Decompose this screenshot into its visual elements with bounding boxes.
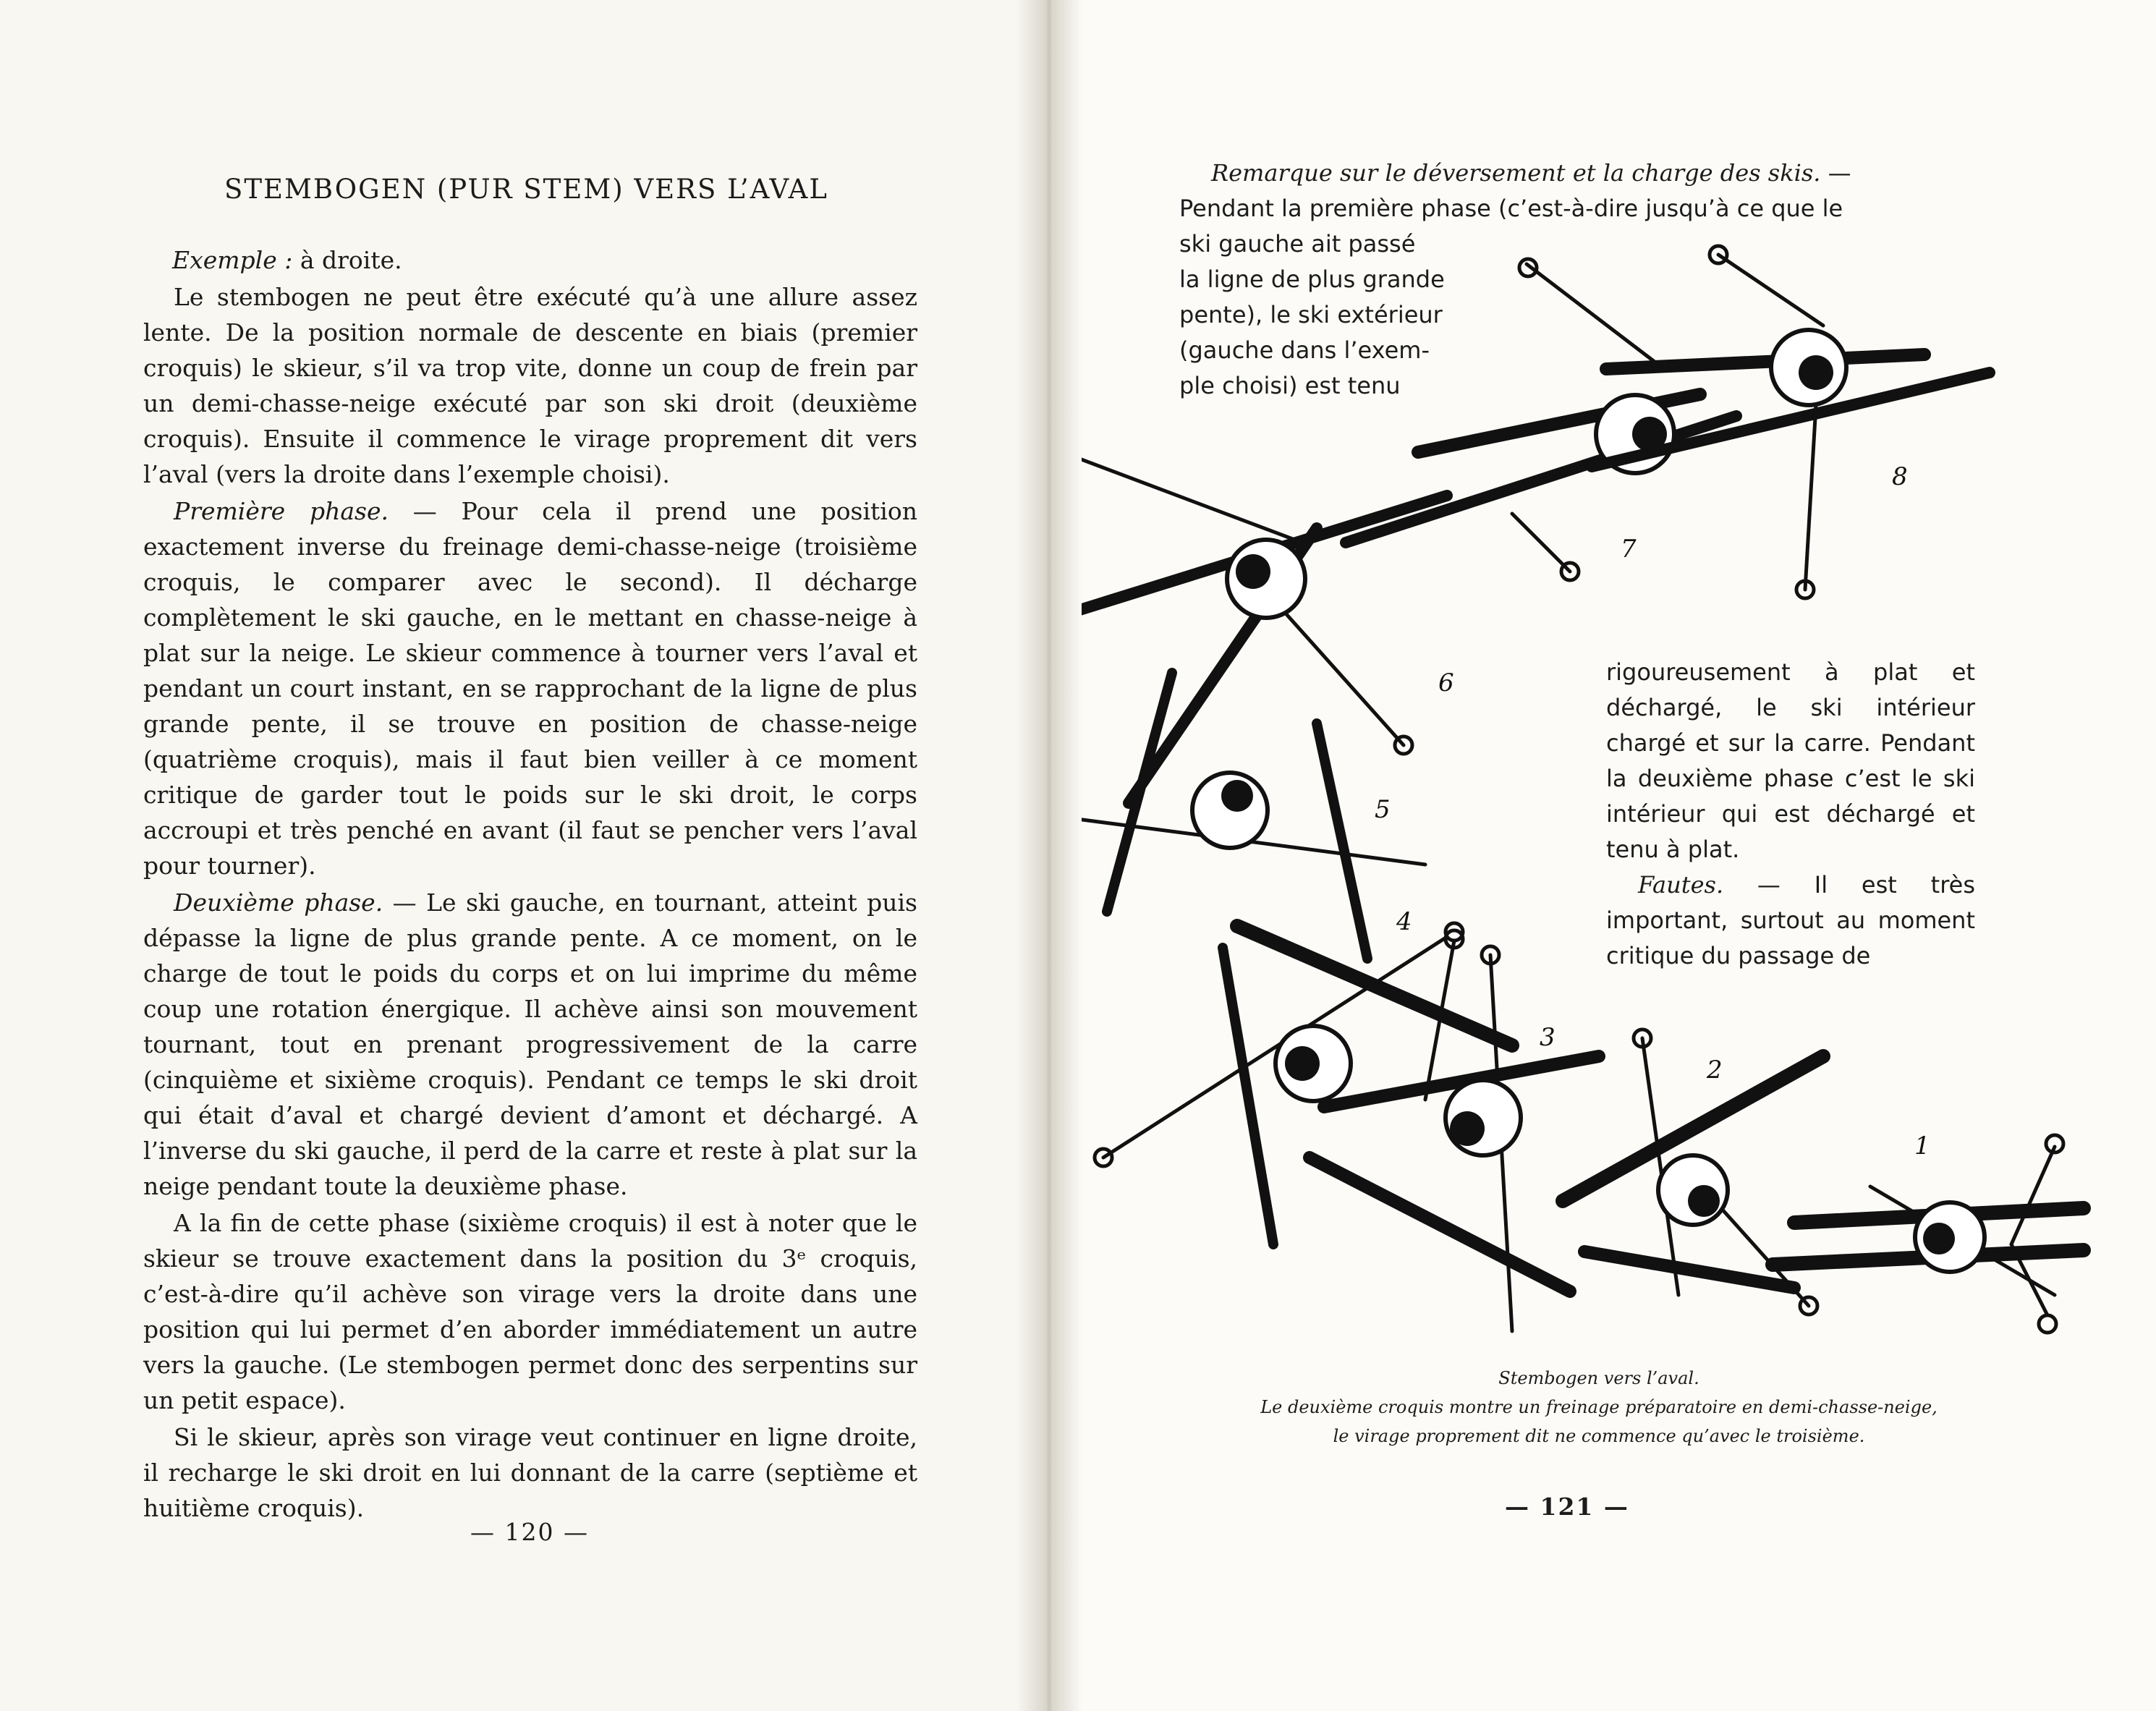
book-gutter [1017,0,1082,1711]
left-column-line: pente), le ski extérieur [1179,301,1443,328]
skier-sketch-1 [1773,1135,2084,1333]
right-page [1049,0,2156,1711]
skier-sketch-7 [1346,259,1736,580]
remark-dash: — [1820,159,1851,187]
remark-label: Remarque sur le déversement et la charge des skis. [1211,159,1821,187]
paragraph-first-phase [143,493,917,883]
paragraph-straight-line: Si le skieur, après son virage veut continuer en ligne droite, il recharge le ski droit en lui donnant de la carre (septième et huitième croquis). [143,1423,917,1522]
sketch-number-4: 4 [1396,907,1412,936]
remark-line-2: Pendant la première phase (c’est-à-dire jusqu’à ce que le [1179,195,1843,222]
page-number-left: — 120 — [470,1518,589,1546]
paragraph-second-phase [143,885,917,1204]
skier-sketch-5 [1049,673,1425,959]
caption-title: Stembogen vers l’aval. [1498,1368,1699,1388]
left-column-line: ple choisi) est tenu [1179,372,1401,399]
skier-sketch-3 [1310,930,1599,1331]
faults-label: Fautes. [1638,871,1724,899]
left-column-line: la ligne de plus grande [1179,266,1445,293]
page-number-right: — 121 — [1505,1493,1629,1521]
skier-sketch-2 [1563,1029,1823,1315]
second-phase-label: Deuxième phase. [174,888,383,917]
second-phase-text: — Le ski gauche, en tournant, atteint puis dépasse la ligne de plus grande pente. A ce moment, on le charge de tout le poids du corps et on lui imprime du même coup une rotation énergique. Il achève ainsi son mouvement tournant, tout en prenant progressivement de la carre (cinquième et sixième croquis). Pendant ce temps le ski droit qui était d’aval et chargé devient d’amont et déchargé. A l’inverse du ski gauche, il perd de la carre et reste à plat sur la neige pendant toute la deuxième phase. [143,888,917,1200]
sketch-number-8: 8 [1892,462,1908,491]
sketch-number-1: 1 [1914,1132,1930,1160]
first-phase-text: — Pour cela il prend une position exactement inverse du freinage demi-chasse-neige (troisième croquis, le comparer avec le second). Il décharge complètement le ski gauche, en le mettant en chasse-neige à plat sur la neige. Le skieur commence à tourner vers l’aval et pendant un court instant, en se rapprochant de la ligne de plus grande pente, il se trouve en position de chasse-neige (quatrième croquis), mais il faut bien veiller à ce moment critique de garder tout le poids sur le ski droit, le corps accroupi et très penché en avant (il faut se pencher vers l’aval pour tourner). [143,497,917,880]
left-page [0,0,1049,1711]
sketch-number-5: 5 [1375,795,1391,824]
example-label: Exemple : [172,246,293,274]
caption-line-2: le virage proprement dit ne commence qu’avec le troisième. [1333,1426,1865,1446]
stembogen-illustration [1049,0,2156,1711]
example-text: à droite. [292,246,402,274]
sketch-number-3: 3 [1540,1023,1556,1052]
caption-line-1: Le deuxième croquis montre un freinage préparatoire en demi-chasse-neige, [1260,1397,1938,1417]
figure-caption [1150,1364,2047,1451]
paragraph-example [143,242,917,278]
left-column-line: ski gauche ait passé [1179,230,1416,258]
paragraph-intro: Le stembogen ne peut être exécuté qu’à une allure assez lente. De la position normale de descente en biais (premier croquis) le skieur, s’il va trop vite, donne un coup de frein par un demi-chasse-neige exécuté par son ski droit (deuxième croquis). Ensuite il commence le virage proprement dit vers l’aval (vers la droite dans l’exemple choisi). [143,283,917,488]
sketch-number-7: 7 [1621,535,1637,564]
paragraph-end-phase: A la fin de cette phase (sixième croquis) il est à noter que le skieur se trouve exactement dans la position du 3ᵉ croquis, c’est-à-dire qu’il achève son virage vers la droite dans une position qui lui permet d’en aborder immédiatement un autre vers la gauche. (Le stembogen permet donc des serpentins sur un petit espace). [143,1209,917,1414]
sketch-number-6: 6 [1438,668,1454,697]
faults-text: — Il est très important, surtout au moment critique du passage de [1606,871,1975,969]
sketch-number-2: 2 [1707,1056,1723,1084]
skier-sketch-6 [1049,429,1447,803]
first-phase-label: Première phase. [174,497,389,525]
flat-ski-paragraph: rigoureusement à plat et déchargé, le ski intérieur chargé et sur la carre. Pendant la deuxième phase c’est le ski intérieur qui est déchargé et tenu à plat. [1606,658,1975,863]
left-body-text [143,242,917,1527]
left-column-line: (gauche dans l’exem- [1179,336,1430,364]
chapter-title: STEMBOGEN (PUR STEM) VERS L’AVAL [224,174,828,205]
